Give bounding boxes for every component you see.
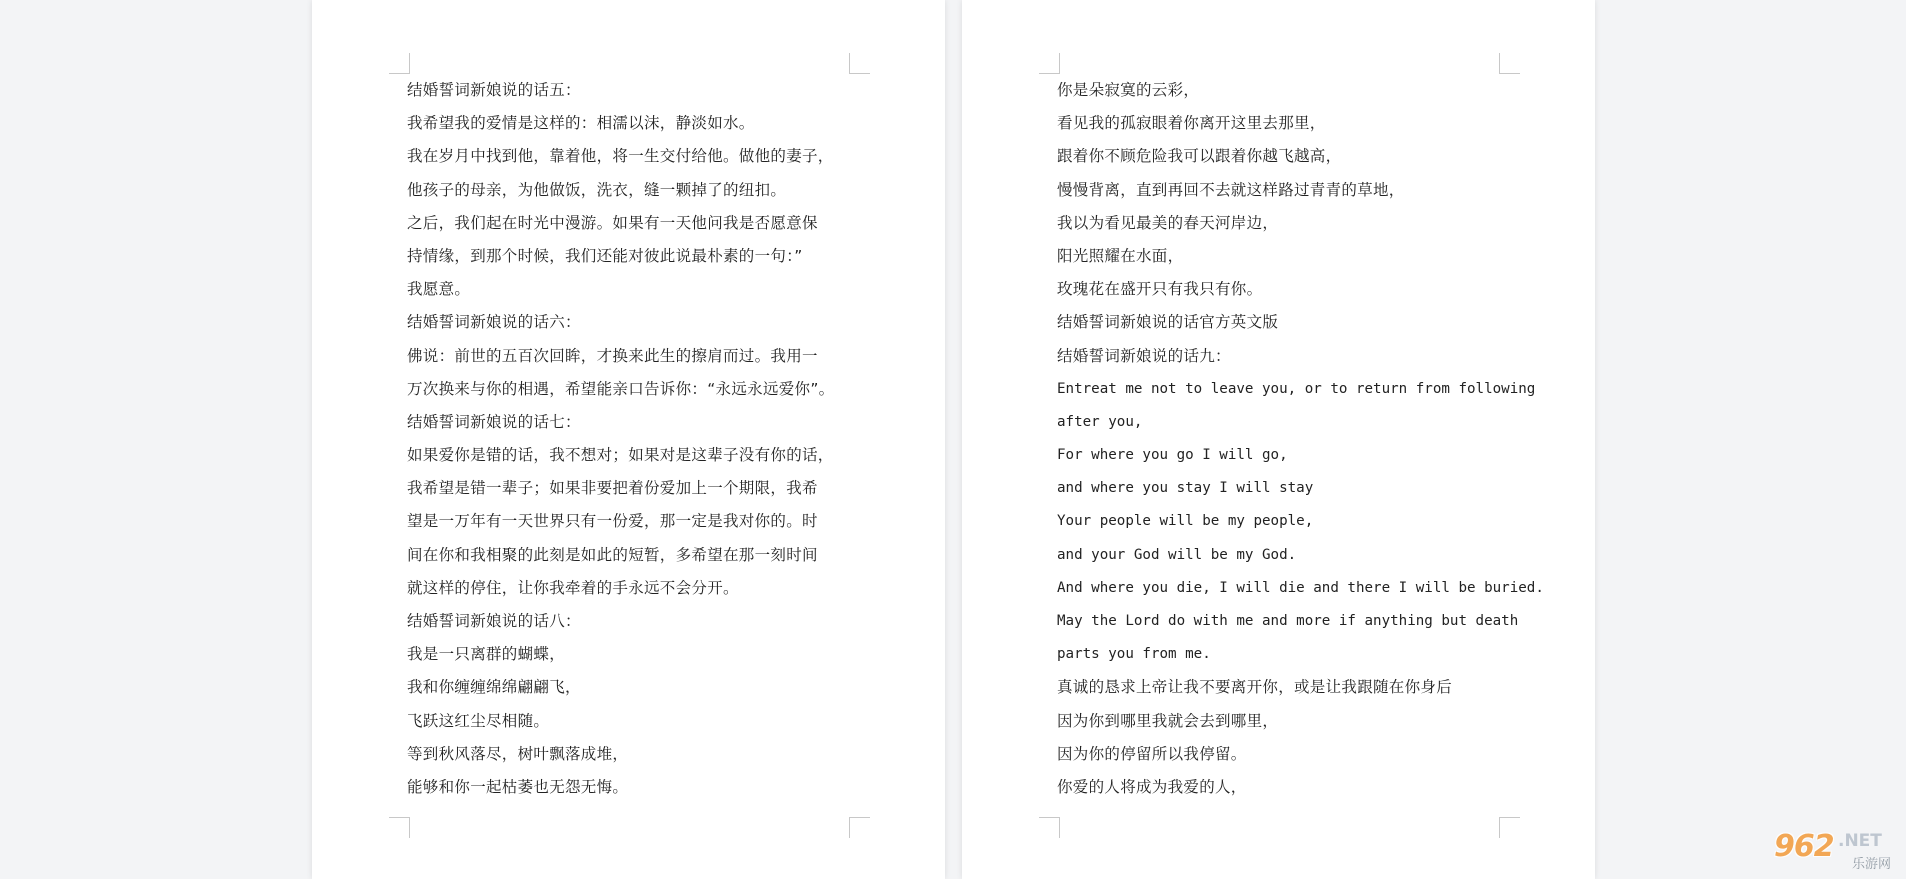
text-line[interactable]: 玫瑰花在盛开只有我只有你。 (1057, 280, 1263, 299)
text-line[interactable]: 我是一只离群的蝴蝶， (407, 645, 566, 664)
text-line[interactable]: 等到秋风落尽，树叶飘落成堆， (407, 744, 629, 763)
margin-corner-bottom-left (1039, 817, 1060, 838)
watermark-site-name: 乐游网 (1852, 857, 1892, 872)
text-line[interactable]: 我愿意。 (407, 280, 471, 299)
text-line[interactable]: 之后，我们起在时光中漫游。如果有一天他问我是否愿意保 (407, 213, 818, 232)
text-line[interactable]: 结婚誓词新娘说的话六： (407, 313, 581, 332)
page-body-text[interactable] (407, 74, 867, 804)
text-line[interactable]: 结婚誓词新娘说的话九： (1057, 346, 1231, 365)
text-line[interactable]: 佛说：前世的五百次回眸，才换来此生的擦肩而过。我用一 (407, 346, 818, 365)
text-line[interactable]: after you, (1057, 413, 1143, 430)
text-line[interactable]: 如果爱你是错的话，我不想对；如果对是这辈子没有你的话， (407, 446, 834, 465)
text-line[interactable]: 结婚誓词新娘说的话官方英文版 (1057, 313, 1279, 332)
text-line[interactable]: 望是一万年有一天世界只有一份爱，那一定是我对你的。时 (407, 512, 818, 531)
margin-corner-bottom-right (849, 817, 870, 838)
watermark-domain: .NET (1838, 831, 1882, 851)
text-line[interactable]: 万次换来与你的相遇，希望能亲口告诉你：“永远永远爱你”。 (407, 379, 835, 398)
text-line[interactable]: and your God will be my God. (1057, 546, 1297, 563)
page-body-text[interactable] (1057, 74, 1544, 804)
text-line[interactable]: 结婚誓词新娘说的话八： (407, 612, 581, 630)
text-line[interactable]: 我以为看见最美的春天河岸边， (1057, 213, 1279, 232)
text-line[interactable]: 间在你和我相聚的此刻是如此的短暂，多希望在那一刻时间 (407, 545, 818, 564)
text-line[interactable]: 持情缘，到那个时候，我们还能对彼此说最朴素的一句：” (407, 246, 803, 265)
margin-corner-bottom-right (1499, 817, 1520, 838)
text-line[interactable]: 因为你的停留所以我停留。 (1057, 744, 1247, 763)
margin-corner-top-left (389, 53, 410, 74)
text-line[interactable]: For where you go I will go, (1057, 447, 1288, 464)
text-line[interactable]: Your people will be my people, (1057, 513, 1314, 530)
text-line[interactable]: 就这样的停住，让你我牵着的手永远不会分开。 (407, 578, 739, 597)
watermark-number: 962 (1774, 829, 1834, 864)
text-line[interactable]: May the Lord do with me and more if anything but death (1057, 613, 1519, 629)
margin-corner-top-right (849, 53, 870, 74)
document-page-right (962, 0, 1595, 879)
text-line[interactable]: parts you from me. (1057, 646, 1211, 663)
document-page-left (312, 0, 945, 879)
text-line[interactable]: 结婚誓词新娘说的话七： (407, 412, 581, 431)
text-line[interactable]: 我希望我的爱情是这样的：相濡以沫，静淡如水。 (407, 114, 755, 133)
text-line[interactable]: Entreat me not to leave you, or to return from following (1057, 380, 1536, 397)
text-line[interactable]: 飞跃这红尘尽相随。 (407, 711, 550, 730)
text-line[interactable]: 结婚誓词新娘说的话五： (407, 81, 581, 99)
text-line[interactable]: 我在岁月中找到他，靠着他，将一生交付给他。做他的妻子， (407, 147, 834, 166)
text-line[interactable]: And where you die, I will die and there I will be buried. (1057, 579, 1544, 596)
margin-corner-top-right (1499, 53, 1520, 74)
text-line[interactable]: 看见我的孤寂眼着你离开这里去那里， (1057, 114, 1326, 133)
text-line[interactable]: 能够和你一起枯萎也无怨无悔。 (407, 777, 629, 796)
text-line[interactable]: 跟着你不顾危险我可以跟着你越飞越高， (1057, 147, 1342, 166)
margin-corner-top-left (1039, 53, 1060, 74)
text-line[interactable]: and where you stay I will stay (1057, 480, 1314, 497)
text-line[interactable]: 真诚的恳求上帝让我不要离开你，或是让我跟随在你身后 (1057, 678, 1453, 697)
text-line[interactable]: 他孩子的母亲，为他做饭，洗衣，缝一颗掉了的纽扣。 (407, 180, 787, 199)
text-line[interactable]: 阳光照耀在水面， (1057, 246, 1184, 265)
margin-corner-bottom-left (389, 817, 410, 838)
text-line[interactable]: 因为你到哪里我就会去到哪里， (1057, 711, 1279, 730)
text-line[interactable]: 慢慢背离，直到再回不去就这样路过青青的草地， (1057, 180, 1405, 199)
text-line[interactable]: 你爱的人将成为我爱的人， (1057, 777, 1247, 796)
text-line[interactable]: 我和你缠缠绵绵翩翩飞， (407, 678, 581, 697)
site-watermark-logo (1768, 829, 1898, 873)
text-line[interactable]: 我希望是错一辈子；如果非要把着份爱加上一个期限，我希 (407, 479, 818, 498)
text-line[interactable]: 你是朵寂寞的云彩， (1057, 81, 1200, 99)
